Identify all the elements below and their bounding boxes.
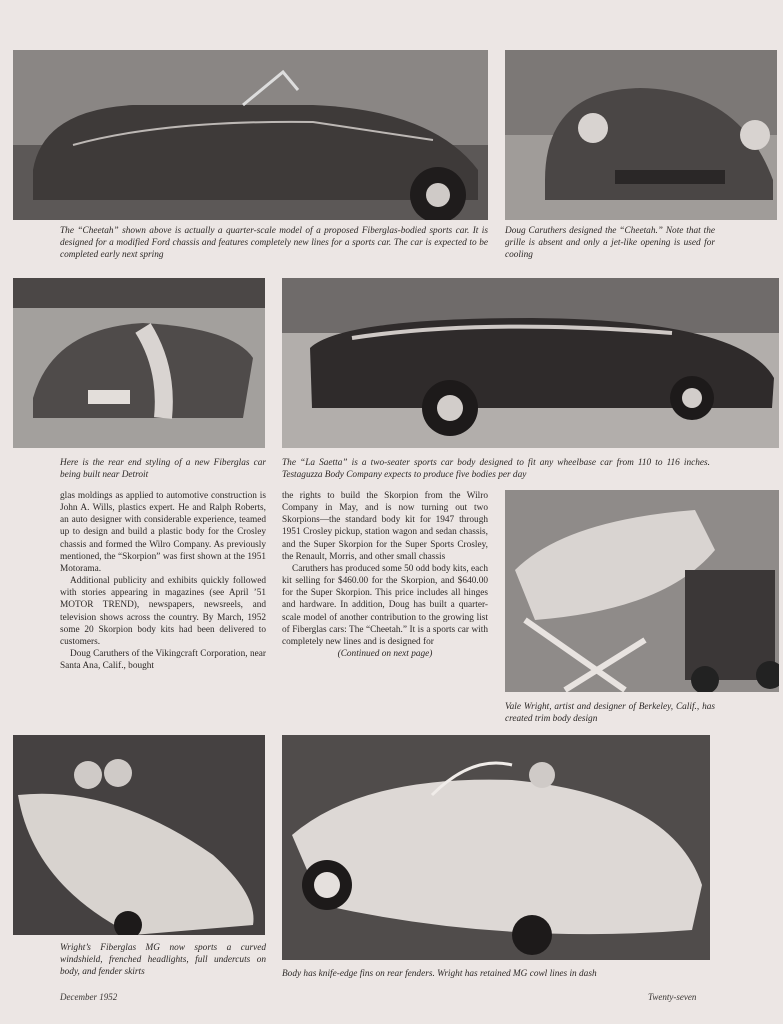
article-paragraph: Additional publicity and exhibits quickly followed with stories appearing in magazines (see April ’51 MOTOR TREND), newspapers, newsreels, and television shows across the country. By March, 1952 some 20 Skorpion body kits had been delivered to customers. [60,576,266,647]
photo-cheetah-side [13,50,488,220]
article-paragraph: glas moldings as applied to automotive construction is John A. Wills, plastics expert. He and Ralph Roberts, an auto designer with considerable experience, teamed up to design and build a plastic body for the Crosley chassis and formed the Wilro Company. As previously mentioned, the “Skorpion” was first shown at the 1951 Motorama. [60,491,266,574]
continued-note: (Continued on next page) [337,649,433,660]
photo-detroit-rear [13,278,265,448]
caption-vale-wright: Vale Wright, artist and designer of Berkeley, Calif., has created trim body design [505,702,715,724]
caption-knife-edge: Body has knife-edge fins on rear fenders. Wright has retained MG cowl lines in dash [282,969,597,979]
photo-knife-edge-fins [282,735,710,960]
caption-cheetah-front: Doug Caruthers designed the “Cheetah.” Note that the grille is absent and only a jet-like opening is used for cooling [505,226,715,260]
caption-cheetah-side: The “Cheetah” shown above is actually a quarter-scale model of a proposed Fiberglas-bodied sports car. It is designed for a modified Ford chassis and features completely new lines for a sports car. The car is expected to be completed early next spring [60,226,488,260]
photo-la-saetta [282,278,779,448]
article-paragraph: Doug Caruthers of the Vikingcraft Corporation, near Santa Ana, Calif., bought [60,649,266,672]
caption-wright-mg: Wright’s Fiberglas MG now sports a curved windshield, frenched headlights, full undercuts on body, and fender skirts [60,943,266,977]
article-paragraph: Caruthers has produced some 50 odd body kits, each kit selling for $460.00 for the Skorpion, and $640.00 for the Super Skorpion. This price includes all hinges and hardware. In addition, Doug has built a quarter-scale model of another contribution to the growing list of Fiberglas cars: The “Cheetah.” It is a sports car with completely new lines and is designed for [282,563,488,647]
photo-vale-wright [505,490,779,692]
caption-detroit-rear: Here is the rear end styling of a new Fiberglas car being built near Detroit [60,458,266,480]
footer-page-number: Twenty-seven [648,992,697,1002]
caption-la-saetta: The “La Saetta” is a two-seater sports car body designed to fit any wheelbase car from 110 to 116 inches. Testaguzza Body Company expects to produce five bodies per day [282,458,710,480]
article-column-2 [282,490,488,660]
photo-cheetah-front [505,50,777,220]
article-paragraph: the rights to build the Skorpion from the Wilro Company in May, and is now turning out two Skorpions—the standard body kit for 1947 through 1951 Crosley pickup, station wagon and sedan chassis, and the Super Skorpion for the Super Sports Crosley, the Renault, Morris, and other small chassis [282,491,488,562]
photo-wright-mg [13,735,265,935]
article-column-1 [60,490,266,672]
footer-date: December 1952 [60,992,118,1002]
